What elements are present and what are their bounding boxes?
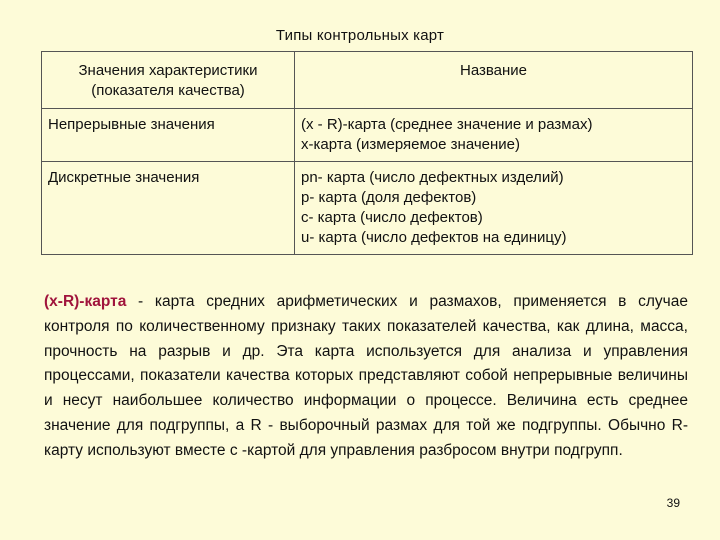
paragraph-text: - карта средних арифметических и размахов, применяется в случае контроля по количественному признаку таких показателей качества, как длина, масса, прочность на разрыв и др. Эта карта используется для анализа и управления процессами, показатели качества которых представляют собой непрерывные величины и несут наибольшее количество информации о процессе. Величина есть среднее значение для подгруппы, а R - выборочный размах для той же подгруппы. Обычно R-карту используют вместе с -картой для управления разбросом внутри подгрупп. [44, 293, 688, 459]
row-type-discrete: Дискретные значения [42, 162, 295, 255]
row-names-continuous [295, 109, 693, 162]
chart-name-pn: pn- карта (число дефектных изделий) [301, 169, 564, 186]
paragraph-lead-term: (x-R)-карта [44, 293, 127, 310]
page-number: 39 [666, 496, 680, 510]
table-row-continuous [42, 109, 693, 162]
header-values: Значения характеристики (показателя качества) [42, 52, 295, 109]
header-name: Название [295, 52, 693, 109]
chart-name-u: u- карта (число дефектов на единицу) [301, 229, 567, 246]
table-row-discrete [42, 162, 693, 255]
row-names-discrete [295, 162, 693, 255]
row-type-continuous: Непрерывные значения [42, 109, 295, 162]
chart-name-p: p- карта (доля дефектов) [301, 189, 477, 206]
chart-name-x: x-карта (измеряемое значение) [301, 136, 520, 153]
description-paragraph [44, 290, 688, 464]
slide-title: Типы контрольных карт [275, 27, 445, 44]
table-header-row [42, 52, 693, 109]
chart-types-table [41, 51, 693, 255]
chart-name-c: c- карта (число дефектов) [301, 209, 483, 226]
chart-name-xbar-r: (x - R)-карта (среднее значение и размах) [301, 116, 593, 133]
